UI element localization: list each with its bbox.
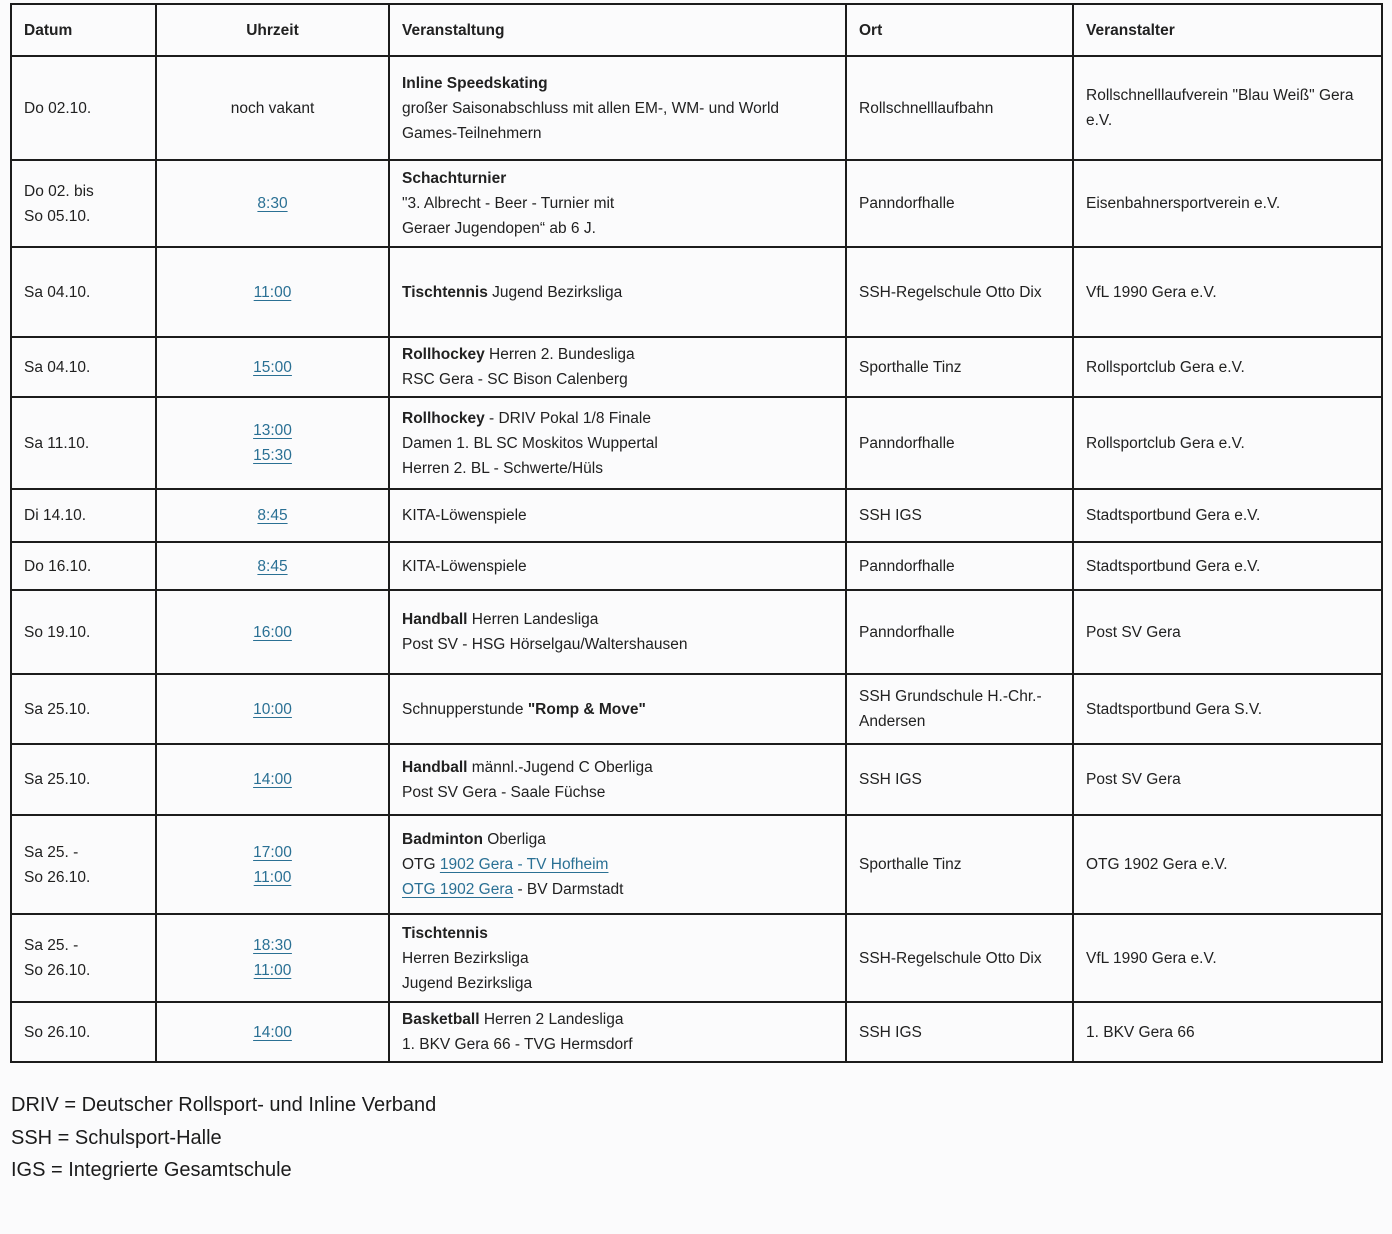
cell-line	[1086, 852, 1369, 877]
cell-line	[402, 877, 833, 902]
cell-line	[169, 697, 376, 722]
text-segment: VfL 1990 Gera e.V.	[1086, 949, 1217, 967]
cell-veranstalter	[1073, 397, 1382, 489]
text-segment: Post SV Gera - Saale Füchse	[402, 783, 606, 801]
cell-veranstaltung	[389, 337, 846, 397]
text-segment: Sa 25. -	[24, 843, 79, 861]
cell-line	[24, 96, 143, 121]
cell-veranstalter	[1073, 160, 1382, 247]
text-segment: Handball	[402, 758, 468, 776]
table-row	[11, 914, 1382, 1002]
text-segment: Rollhockey	[402, 346, 485, 363]
cell-line	[24, 554, 143, 579]
cell-datum	[11, 815, 156, 914]
cell-line	[1086, 767, 1369, 792]
text-segment: RSC Gera - SC Bison Calenberg	[402, 371, 628, 388]
table-header	[11, 4, 1382, 56]
cell-line	[24, 355, 143, 380]
cell-uhrzeit	[156, 744, 389, 815]
cell-line	[402, 697, 833, 722]
text-segment: Sa 11.10.	[24, 434, 90, 452]
cell-line	[402, 406, 833, 431]
cell-line	[1086, 946, 1369, 971]
text-segment: Basketball	[402, 1011, 480, 1028]
cell-line	[859, 96, 1060, 121]
cell-uhrzeit	[156, 914, 389, 1002]
cell-veranstalter	[1073, 1002, 1382, 1062]
text-segment: Do 02.10.	[24, 99, 92, 117]
text-segment: Schachturnier	[402, 170, 507, 187]
time-link[interactable]: 17:00	[253, 843, 292, 861]
text-segment: Sa 25.10.	[24, 700, 91, 718]
cell-line	[169, 355, 376, 380]
cell-line	[402, 96, 833, 146]
cell-line	[859, 946, 1060, 971]
cell-veranstaltung	[389, 744, 846, 815]
text-segment: Herren Bezirksliga	[402, 949, 529, 967]
table-row	[11, 247, 1382, 337]
text-segment: "3. Albrecht - Beer - Turnier mit	[402, 195, 615, 212]
text-segment: Stadtsportbund Gera S.V.	[1086, 700, 1263, 718]
cell-uhrzeit	[156, 674, 389, 744]
cell-line	[169, 620, 376, 645]
cell-line	[24, 865, 143, 890]
cell-line	[402, 1007, 833, 1032]
cell-veranstaltung	[389, 397, 846, 489]
text-segment: Handball	[402, 611, 468, 628]
text-segment: Sa 04.10.	[24, 283, 91, 301]
cell-line	[402, 216, 833, 241]
cell-line	[24, 840, 143, 865]
cell-veranstaltung	[389, 542, 846, 590]
cell-ort	[846, 489, 1073, 542]
text-segment: Sa 04.10.	[24, 358, 91, 376]
time-link[interactable]: 13:00	[253, 422, 292, 439]
time-link[interactable]: 10:00	[253, 700, 292, 718]
text-segment: Jugend Bezirksliga	[487, 283, 623, 301]
text-segment: Post SV - HSG Hörselgau/Waltershausen	[402, 636, 688, 653]
cell-line	[402, 280, 833, 305]
cell-datum	[11, 542, 156, 590]
cell-line	[1086, 620, 1369, 645]
cell-line	[859, 191, 1060, 216]
cell-line	[24, 280, 143, 305]
cell-uhrzeit	[156, 815, 389, 914]
text-segment: OTG	[402, 856, 440, 873]
cell-line	[402, 921, 833, 946]
text-segment: SSH Grundschule H.-Chr.-Andersen	[859, 688, 1042, 730]
cell-uhrzeit	[156, 247, 389, 337]
cell-line	[169, 280, 376, 305]
cell-datum	[11, 397, 156, 489]
text-segment: So 26.10.	[24, 1023, 91, 1041]
time-link[interactable]: 8:30	[257, 195, 288, 212]
cell-line	[169, 933, 376, 958]
cell-uhrzeit	[156, 590, 389, 674]
cell-line	[169, 503, 376, 528]
cell-line	[169, 554, 376, 579]
cell-datum	[11, 337, 156, 397]
text-segment: Post SV Gera	[1086, 623, 1181, 641]
cell-line	[859, 852, 1060, 877]
cell-line	[859, 280, 1060, 305]
cell-line	[169, 958, 376, 983]
cell-uhrzeit	[156, 160, 389, 247]
text-segment: Di 14.10.	[24, 507, 87, 524]
table-row	[11, 160, 1382, 247]
text-segment: So 26.10.	[24, 962, 91, 979]
cell-veranstaltung	[389, 815, 846, 914]
text-segment: Badminton	[402, 831, 483, 848]
table-row	[11, 1002, 1382, 1062]
legend-line-ssh: SSH = Schulsport-Halle	[11, 1126, 222, 1149]
text-segment: OTG 1902 Gera e.V.	[1086, 856, 1228, 873]
cell-line	[859, 620, 1060, 645]
text-segment: Panndorfhalle	[859, 623, 955, 641]
cell-datum	[11, 674, 156, 744]
cell-line	[402, 1032, 833, 1057]
cell-line	[859, 355, 1060, 380]
cell-line	[169, 191, 376, 216]
text-segment: Herren 2 Landesliga	[479, 1011, 624, 1028]
text-segment: SSH IGS	[859, 771, 922, 788]
text-segment: Eisenbahnersportverein e.V.	[1086, 195, 1281, 212]
cell-ort	[846, 815, 1073, 914]
cell-veranstaltung	[389, 674, 846, 744]
table-row	[11, 542, 1382, 590]
text-segment: Herren 2. BL - Schwerte/Hüls	[402, 459, 604, 477]
text-segment: Herren Landesliga	[467, 611, 599, 628]
text-segment: SSH IGS	[859, 1023, 922, 1041]
text-segment: SSH IGS	[859, 507, 922, 524]
cell-ort	[846, 160, 1073, 247]
cell-line	[24, 204, 143, 229]
cell-line	[1086, 503, 1369, 528]
text-segment: Sa 25. -	[24, 937, 79, 954]
text-segment: Tischtennis	[402, 283, 488, 301]
cell-line	[402, 946, 833, 971]
cell-line	[1086, 355, 1369, 380]
event-link[interactable]: OTG 1902 Gera	[402, 881, 514, 898]
cell-ort	[846, 247, 1073, 337]
table-body	[11, 56, 1382, 1062]
cell-datum	[11, 744, 156, 815]
cell-line	[1086, 1020, 1369, 1045]
table-row	[11, 56, 1382, 160]
cell-line	[859, 1020, 1060, 1045]
cell-line	[402, 632, 833, 657]
table-row	[11, 744, 1382, 815]
text-segment: Rollsportclub Gera e.V.	[1086, 434, 1245, 452]
text-segment: 1. BKV Gera 66	[1086, 1023, 1195, 1041]
cell-veranstaltung	[389, 160, 846, 247]
cell-line	[24, 503, 143, 528]
cell-line	[24, 1020, 143, 1045]
cell-veranstalter	[1073, 56, 1382, 160]
time-link[interactable]: 8:45	[257, 557, 288, 575]
table-row	[11, 815, 1382, 914]
cell-ort	[846, 744, 1073, 815]
cell-datum	[11, 247, 156, 337]
column-header-datum: Datum	[11, 4, 156, 56]
cell-line	[402, 827, 833, 852]
cell-line	[24, 958, 143, 983]
cell-line	[169, 1020, 376, 1045]
cell-line	[402, 71, 833, 96]
cell-veranstaltung	[389, 56, 846, 160]
text-segment: 1. BKV Gera 66 - TVG Hermsdorf	[402, 1036, 633, 1053]
text-segment: Post SV Gera	[1086, 771, 1181, 788]
cell-line	[169, 840, 376, 865]
cell-line	[859, 767, 1060, 792]
cell-veranstalter	[1073, 247, 1382, 337]
cell-veranstalter	[1073, 337, 1382, 397]
cell-line	[1086, 191, 1369, 216]
cell-line	[402, 191, 833, 216]
cell-line	[1086, 554, 1369, 579]
cell-line	[402, 342, 833, 367]
cell-veranstaltung	[389, 590, 846, 674]
legend-line-igs: IGS = Integrierte Gesamtschule	[11, 1159, 292, 1181]
table-row	[11, 590, 1382, 674]
text-segment: Panndorfhalle	[859, 195, 955, 212]
cell-line	[24, 767, 143, 792]
cell-line	[402, 780, 833, 805]
text-segment: Tischtennis	[402, 924, 488, 942]
text-segment: großer Saisonabschluss mit allen EM-, WM- und World Games-Teilnehmern	[402, 99, 780, 142]
cell-veranstaltung	[389, 1002, 846, 1062]
cell-uhrzeit	[156, 56, 389, 160]
text-segment: Stadtsportbund Gera e.V.	[1086, 557, 1261, 575]
text-segment: So 05.10.	[24, 207, 91, 225]
cell-veranstalter	[1073, 744, 1382, 815]
legend-line-driv: DRIV = Deutscher Rollsport- und Inline Verband	[11, 1094, 437, 1116]
time-link[interactable]: 15:30	[253, 447, 292, 464]
text-segment: Sporthalle Tinz	[859, 856, 962, 873]
table-row	[11, 397, 1382, 489]
cell-line	[24, 179, 143, 204]
cell-ort	[846, 674, 1073, 744]
event-schedule-table	[10, 3, 1383, 1063]
cell-line	[1086, 280, 1369, 305]
cell-uhrzeit	[156, 542, 389, 590]
text-segment: So 26.10.	[24, 868, 91, 886]
cell-line	[402, 852, 833, 877]
cell-line	[24, 620, 143, 645]
cell-line	[402, 755, 833, 780]
cell-uhrzeit	[156, 1002, 389, 1062]
column-header-veranstalter: Veranstalter	[1073, 4, 1382, 56]
cell-line	[169, 96, 376, 121]
text-segment: - DRIV Pokal 1/8 Finale	[484, 409, 651, 427]
cell-uhrzeit	[156, 337, 389, 397]
cell-datum	[11, 160, 156, 247]
cell-uhrzeit	[156, 397, 389, 489]
text-segment: Herren 2. Bundesliga	[484, 346, 635, 363]
cell-line	[402, 456, 833, 481]
cell-line	[402, 971, 833, 996]
text-segment: Inline Speedskating	[402, 74, 548, 92]
column-header-ort: Ort	[846, 4, 1073, 56]
cell-veranstalter	[1073, 914, 1382, 1002]
text-segment: Geraer Jugendopen“ ab 6 J.	[402, 220, 596, 237]
time-link[interactable]: 16:00	[253, 623, 292, 641]
text-segment: Oberliga	[482, 831, 546, 848]
cell-line	[859, 503, 1060, 528]
text-segment: So 19.10.	[24, 623, 91, 641]
text-segment: "Romp & Move"	[527, 700, 646, 718]
cell-line	[169, 767, 376, 792]
cell-datum	[11, 1002, 156, 1062]
cell-line	[859, 431, 1060, 456]
cell-ort	[846, 337, 1073, 397]
cell-line	[402, 367, 833, 392]
cell-line	[402, 607, 833, 632]
cell-datum	[11, 489, 156, 542]
cell-datum	[11, 56, 156, 160]
cell-datum	[11, 914, 156, 1002]
cell-line	[402, 503, 833, 528]
cell-line	[1086, 431, 1369, 456]
cell-veranstaltung	[389, 489, 846, 542]
text-segment: Schnupperstunde	[402, 700, 528, 718]
time-link[interactable]: 15:00	[253, 358, 292, 376]
time-link[interactable]: 11:00	[253, 283, 292, 301]
cell-line	[169, 865, 376, 890]
cell-veranstalter	[1073, 815, 1382, 914]
text-segment: Damen 1. BL SC Moskitos Wuppertal	[402, 434, 658, 452]
cell-line	[859, 684, 1060, 734]
event-link[interactable]: 1902 Gera - TV Hofheim	[439, 856, 609, 873]
text-segment: Do 16.10.	[24, 557, 92, 575]
text-segment: Rollschnelllaufverein "Blau Weiß" Gera e.V.	[1086, 87, 1354, 129]
text-segment: KITA-Löwenspiele	[402, 557, 527, 575]
text-segment: Rollhockey	[402, 409, 485, 427]
cell-line	[1086, 83, 1369, 133]
cell-line	[169, 443, 376, 468]
cell-ort	[846, 590, 1073, 674]
text-segment: Jugend Bezirksliga	[402, 974, 533, 992]
cell-line	[402, 166, 833, 191]
cell-line	[24, 933, 143, 958]
time-link[interactable]: 14:00	[253, 771, 292, 788]
cell-line	[859, 554, 1060, 579]
text-segment: Stadtsportbund Gera e.V.	[1086, 507, 1261, 524]
cell-line	[1086, 697, 1369, 722]
cell-ort	[846, 397, 1073, 489]
cell-veranstalter	[1073, 542, 1382, 590]
header-row	[11, 4, 1382, 56]
cell-line	[169, 418, 376, 443]
cell-line	[24, 431, 143, 456]
cell-uhrzeit	[156, 489, 389, 542]
cell-veranstaltung	[389, 914, 846, 1002]
time-link[interactable]: 11:00	[253, 962, 292, 979]
text-segment: Panndorfhalle	[859, 434, 955, 452]
text-segment: Panndorfhalle	[859, 557, 955, 575]
text-segment: Sporthalle Tinz	[859, 358, 962, 376]
text-segment: KITA-Löwenspiele	[402, 507, 527, 524]
column-header-uhrzeit: Uhrzeit	[156, 4, 389, 56]
cell-ort	[846, 914, 1073, 1002]
cell-ort	[846, 1002, 1073, 1062]
text-segment: noch vakant	[230, 99, 315, 117]
column-header-veranstaltung: Veranstaltung	[389, 4, 846, 56]
table-row	[11, 337, 1382, 397]
cell-veranstalter	[1073, 590, 1382, 674]
cell-ort	[846, 542, 1073, 590]
text-segment: Rollschnelllaufbahn	[859, 99, 994, 117]
text-segment: SSH-Regelschule Otto Dix	[859, 949, 1042, 967]
abbreviation-legend	[11, 1089, 1382, 1187]
cell-veranstalter	[1073, 674, 1382, 744]
cell-line	[402, 554, 833, 579]
cell-line	[24, 697, 143, 722]
time-link[interactable]: 18:30	[253, 937, 292, 954]
time-link[interactable]: 8:45	[257, 507, 288, 524]
cell-datum	[11, 590, 156, 674]
text-segment: - BV Darmstadt	[513, 881, 624, 898]
text-segment: männl.-Jugend C Oberliga	[467, 758, 653, 776]
text-segment: Do 02. bis	[24, 182, 94, 200]
time-link[interactable]: 14:00	[253, 1023, 292, 1041]
table-row	[11, 674, 1382, 744]
text-segment: Sa 25.10.	[24, 771, 91, 788]
cell-line	[402, 431, 833, 456]
table-row	[11, 489, 1382, 542]
cell-ort	[846, 56, 1073, 160]
cell-veranstalter	[1073, 489, 1382, 542]
text-segment: SSH-Regelschule Otto Dix	[859, 283, 1042, 301]
cell-veranstaltung	[389, 247, 846, 337]
text-segment: Rollsportclub Gera e.V.	[1086, 358, 1245, 376]
text-segment: VfL 1990 Gera e.V.	[1086, 283, 1217, 301]
time-link[interactable]: 11:00	[253, 868, 292, 886]
